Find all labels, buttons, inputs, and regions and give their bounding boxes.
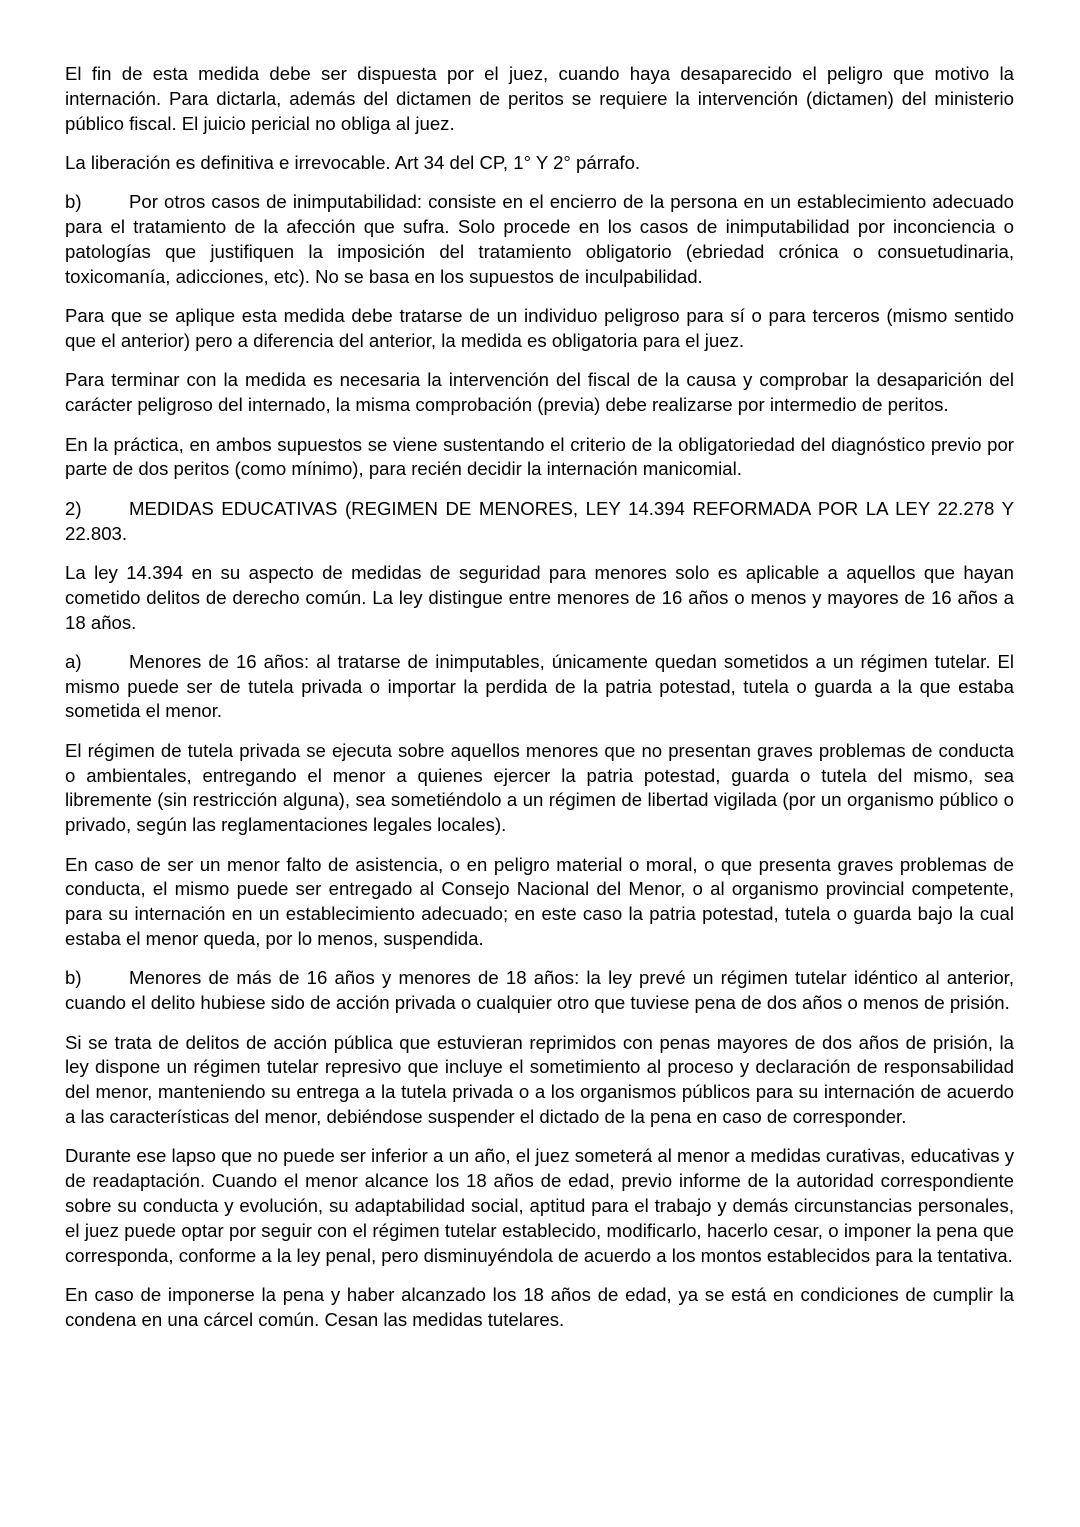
paragraph <box>65 304 1014 354</box>
paragraph-text: Durante ese lapso que no puede ser inferior a un año, el juez someterá al menor a medidas curativas, educativas y de readaptación. Cuando el menor alcance los 18 años de edad, previo informe de la autoridad correspondiente sobre su conducta y evolución, su adaptabilidad social, aptitud para el trabajo y demás circunstancias personales, el juez puede optar por seguir con el régimen tutelar establecido, modificarlo, hacerlo cesar, o imponer la pena que corresponda, conforme a la ley penal, pero disminuyéndola de acuerdo a los montos establecidos para la tentativa. <box>65 1145 1014 1266</box>
paragraph <box>65 1144 1014 1268</box>
list-marker: a) <box>65 650 82 672</box>
paragraph <box>65 62 1014 136</box>
paragraph <box>65 1283 1014 1333</box>
paragraph <box>65 151 1014 176</box>
paragraph-text: Para que se aplique esta medida debe tratarse de un individuo peligroso para sí o para terceros (mismo sentido que el anterior) pero a diferencia del anterior, la medida es obligatoria para el juez. <box>65 305 1014 351</box>
paragraph <box>65 1031 1014 1130</box>
paragraph <box>65 739 1014 838</box>
paragraph-text: La ley 14.394 en su aspecto de medidas de seguridad para menores solo es aplicable a aquellos que hayan cometido delitos de derecho común. La ley distingue entre menores de 16 años o menos y mayores de 16 años a 18 años. <box>65 561 1014 633</box>
list-marker: b) <box>65 191 82 213</box>
paragraph-text: El régimen de tutela privada se ejecuta sobre aquellos menores que no presentan graves problemas de conducta o ambientales, entregando el menor a quienes ejercer la patria potestad, guarda o tutela del mismo, sea libremente (sin restricción alguna), sea sometiéndolo a un régimen de libertad vigilada (por un organismo público o privado, según las reglamentaciones legales locales). <box>65 739 1014 836</box>
paragraph <box>65 853 1014 952</box>
paragraph <box>65 561 1014 635</box>
paragraph-text: La liberación es definitiva e irrevocable. Art 34 del CP, 1° Y 2° párrafo. <box>65 151 641 173</box>
paragraph <box>65 966 1014 1016</box>
paragraph-text: En caso de ser un menor falto de asistencia, o en peligro material o moral, o que presenta graves problemas de conducta, el mismo puede ser entregado al Consejo Nacional del Menor, o al organismo provincial competente, para su internación en un establecimiento adecuado; en este caso la patria potestad, tutela o guarda bajo la cual estaba el menor queda, por lo menos, suspendida. <box>65 853 1014 950</box>
paragraph <box>65 190 1014 289</box>
paragraph-text: El fin de esta medida debe ser dispuesta por el juez, cuando haya desaparecido el peligro que motivo la internación. Para dictarla, además del dictamen de peritos se requiere la intervención (dictamen) del ministerio público fiscal. El juicio pericial no obliga al juez. <box>65 63 1014 134</box>
document-page <box>65 62 1014 1347</box>
paragraph <box>65 650 1014 724</box>
list-marker: b) <box>65 967 82 989</box>
paragraph-text: MEDIDAS EDUCATIVAS (REGIMEN DE MENORES, LEY 14.394 REFORMADA POR LA LEY 22.278 Y 22.803. <box>65 497 1014 544</box>
paragraph <box>65 497 1014 547</box>
paragraph-text: Para terminar con la medida es necesaria la intervención del fiscal de la causa y comprobar la desaparición del carácter peligroso del internado, la misma comprobación (previa) debe realizarse por intermedio de peritos. <box>65 369 1014 416</box>
paragraph <box>65 368 1014 418</box>
paragraph-text: Si se trata de delitos de acción pública que estuvieran reprimidos con penas mayores de dos años de prisión, la ley dispone un régimen tutelar represivo que incluye el sometimiento al proceso y declaración de responsabilidad del menor, manteniendo su entrega a la tutela privada o a los organismos públicos para su internación de acuerdo a las características del menor, debiéndose suspender el dictado de la pena en caso de corresponder. <box>65 1031 1014 1128</box>
paragraph-text: En la práctica, en ambos supuestos se viene sustentando el criterio de la obligatoriedad del diagnóstico previo por parte de dos peritos (como mínimo), para recién decidir la internación manicomial. <box>65 433 1014 480</box>
paragraph-text: Menores de más de 16 años y menores de 18 años: la ley prevé un régimen tutelar idéntico al anterior, cuando el delito hubiese sido de acción privada o cualquier otro que tuviese pena de dos años o menos de prisión. <box>65 967 1014 1014</box>
list-marker: 2) <box>65 497 82 519</box>
paragraph <box>65 433 1014 483</box>
paragraph-text: Menores de 16 años: al tratarse de inimputables, únicamente quedan sometidos a un régimen tutelar. El mismo puede ser de tutela privada o importar la perdida de la patria potestad, tutela o guarda a la que estaba sometida el menor. <box>65 650 1014 722</box>
paragraph-text: Por otros casos de inimputabilidad: consiste en el encierro de la persona en un establecimiento adecuado para el tratamiento de la afección que sufra. Solo procede en los casos de inimputabilidad por inconciencia o patologías que justifiquen la imposición del tratamiento obligatorio (ebriedad crónica o consuetudinaria, toxicomanía, adicciones, etc). No se basa en los supuestos de inculpabilidad. <box>65 191 1014 287</box>
paragraph-text: En caso de imponerse la pena y haber alcanzado los 18 años de edad, ya se está en condiciones de cumplir la condena en una cárcel común. Cesan las medidas tutelares. <box>65 1283 1014 1330</box>
